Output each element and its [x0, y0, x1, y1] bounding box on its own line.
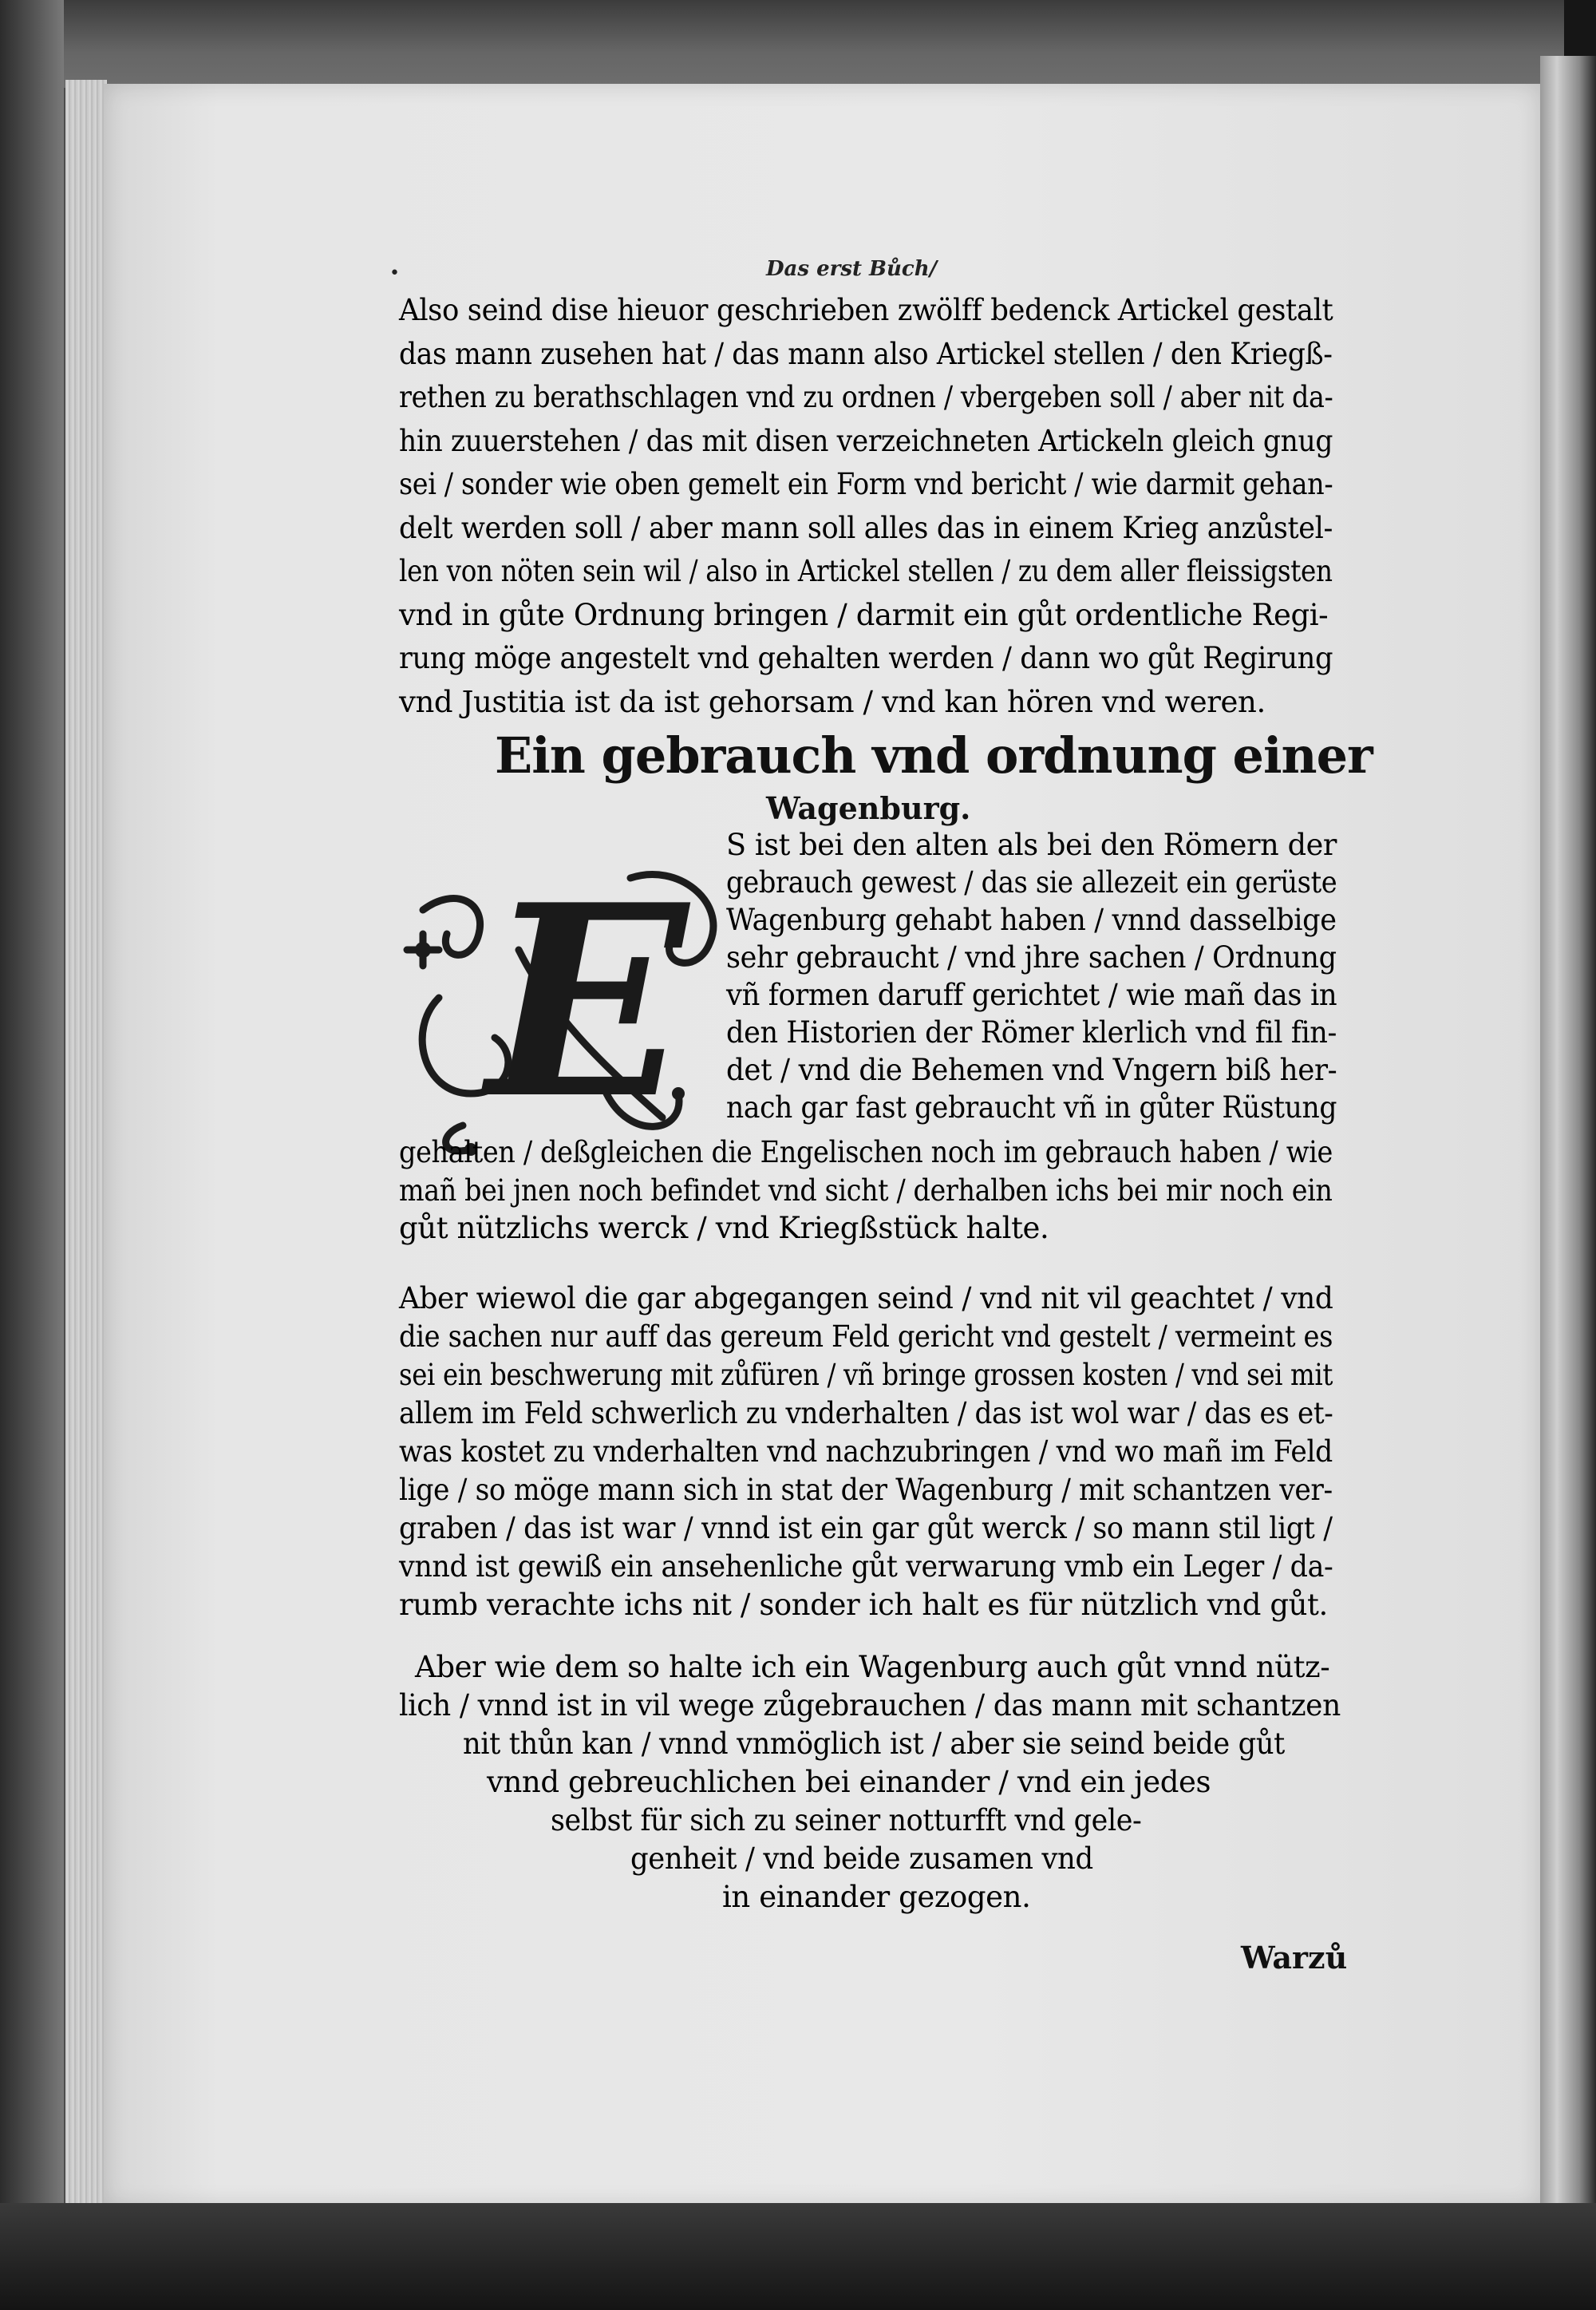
page-fore-edge: [1540, 56, 1596, 2259]
text-line: vnd in gůte Ordnung bringen / darmit ein gůt ordentliche Regi-: [399, 597, 1329, 632]
text-line: in einander gezogen.: [722, 1880, 1031, 1914]
running-head: Das erst Bůch/: [766, 257, 938, 281]
text-line: sei ein beschwerung mit zůfüren / vñ bringe grossen kosten / vnd sei mit: [399, 1358, 1333, 1392]
text-line: S ist bei den alten als bei den Römern der: [726, 828, 1337, 862]
text-line: lige / so möge mann sich in stat der Wagenburg / mit schantzen ver-: [399, 1473, 1333, 1507]
text-line: lich / vnnd ist in vil wege zůgebrauchen / das mann mit schantzen: [399, 1688, 1341, 1723]
text-line: sehr gebraucht / vnd jhre sachen / Ordnung: [726, 940, 1337, 975]
text-line: rumb verachte ichs nit / sonder ich halt es für nützlich vnd gůt.: [399, 1588, 1328, 1622]
text-line: rethen zu berathschlagen vnd zu ordnen / vbergeben soll / aber nit da-: [399, 380, 1333, 414]
initial-letter: E: [487, 847, 688, 1157]
text-line: Aber wiewol die gar abgegangen seind / vnd nit vil geachtet / vnd: [399, 1281, 1333, 1315]
text-line: den Historien der Römer klerlich vnd fil fin-: [726, 1015, 1337, 1050]
text-line: Aber wie dem so halte ich ein Wagenburg auch gůt vnnd nütz-: [415, 1650, 1330, 1684]
section-subheading: Wagenburg.: [766, 790, 971, 826]
text-line: vnnd gebreuchlichen bei einander / vnd ein jedes: [487, 1765, 1211, 1799]
text-line: sei / sonder wie oben gemelt ein Form vnd bericht / wie darmit gehan-: [399, 467, 1333, 501]
text-line: rung möge angestelt vnd gehalten werden / dann wo gůt Regirung: [399, 641, 1333, 675]
cover-left-edge: [0, 0, 64, 2310]
margin-mark: •: [389, 263, 400, 283]
text-line: len von nöten sein wil / also in Artickel stellen / zu dem aller fleissigsten: [399, 554, 1333, 588]
text-line: allem im Feld schwerlich zu vnderhalten / das ist wol war / das es et-: [399, 1396, 1333, 1430]
cover-top-edge: [0, 0, 1564, 88]
text-line: die sachen nur auff das gereum Feld gericht vnd gestelt / vermeint es: [399, 1319, 1333, 1354]
text-line: was kostet zu vnderhalten vnd nachzubringen / vnd wo mañ im Feld: [399, 1434, 1333, 1469]
section-heading: Ein gebrauch vnd ordnung einer: [495, 726, 1373, 785]
text-line: nach gar fast gebraucht vñ in gůter Rüstung: [726, 1090, 1337, 1125]
text-line: vñ formen daruff gerichtet / wie mañ das in: [726, 978, 1337, 1012]
text-line: Wagenburg gehabt haben / vnnd dasselbige: [726, 903, 1337, 937]
text-line: gehalten / deßgleichen die Engelischen noch im gebrauch haben / wie: [399, 1135, 1333, 1169]
catchword: Warzů: [1241, 1940, 1348, 1976]
text-line: graben / das ist war / vnnd ist ein gar gůt werck / so mann stil ligt /: [399, 1511, 1333, 1545]
text-line: selbst für sich zu seiner notturfft vnd gele-: [551, 1803, 1142, 1837]
text-line: das mann zusehen hat / das mann also Artickel stellen / den Kriegß-: [399, 336, 1333, 371]
text-line: mañ bei jnen noch befindet vnd sicht / derhalben ichs bei mir noch ein: [399, 1173, 1333, 1208]
text-line: hin zuuerstehen / das mit disen verzeichneten Artickeln gleich gnug: [399, 423, 1333, 458]
text-line: vnd Justitia ist da ist gehorsam / vnd kan hören vnd weren.: [399, 684, 1266, 719]
decorated-initial: [391, 847, 726, 1157]
text-line: gůt nützlichs werck / vnd Kriegßstück halte.: [399, 1211, 1049, 1245]
text-line: vnnd ist gewiß ein ansehenliche gůt verwarung vmb ein Leger / da-: [399, 1549, 1333, 1584]
text-line: delt werden soll / aber mann soll alles das in einem Krieg anzůstel-: [399, 510, 1333, 545]
bottom-shadow: [0, 2203, 1596, 2310]
page-stack-edge: [65, 80, 107, 2203]
text-line: genheit / vnd beide zusamen vnd: [630, 1841, 1093, 1876]
text-line: gebrauch gewest / das sie allezeit ein gerüste: [726, 865, 1337, 900]
text-line: nit thůn kan / vnnd vnmöglich ist / aber sie seind beide gůt: [463, 1727, 1285, 1761]
text-line: det / vnd die Behemen vnd Vngern biß her-: [726, 1053, 1337, 1087]
text-line: Also seind dise hieuor geschrieben zwölff bedenck Artickel gestalt: [399, 293, 1333, 327]
